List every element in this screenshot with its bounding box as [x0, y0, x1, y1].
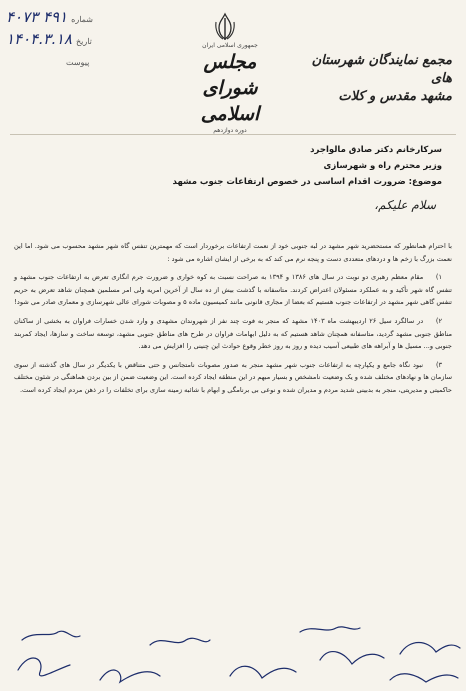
parliament-top: جمهوری اسلامی ایران: [202, 42, 258, 49]
signature-9: [390, 674, 458, 682]
attachment-label: پیوست: [66, 58, 90, 67]
letter-meta: [6, 8, 126, 67]
letter-number: ۴۰۷۳ ۴۹۱: [6, 8, 68, 26]
iran-emblem-icon: [212, 12, 238, 42]
list-item: [14, 271, 452, 309]
number-label: شماره: [71, 15, 93, 24]
parliament-term: دوره دوازدهم: [213, 127, 247, 134]
signature-6: [320, 652, 384, 664]
signature-7: [300, 627, 360, 632]
recipient: سرکارخانم دکتر صادق مالواجرد: [310, 145, 442, 155]
signature-5: [230, 666, 296, 678]
address-block: [42, 142, 442, 190]
signature-8: [400, 643, 460, 655]
item-number: ۲): [435, 316, 443, 325]
date-row: [6, 30, 126, 52]
greeting: سلام علیکم،: [374, 198, 436, 212]
parliament-logo: [175, 42, 285, 134]
date-label: تاریخ: [75, 37, 92, 46]
assembly-line-2: مشهد مقدس و کلات: [338, 89, 452, 104]
signatures-area: [0, 610, 466, 691]
item-number: ۱): [435, 273, 443, 282]
letter-date: ۱۴۰۴.۳.۱۸: [6, 30, 72, 48]
number-row: [6, 8, 126, 30]
subject-line: موضوع: ضرورت اقدام اساسی در خصوص ارتفاعات جنوب مشهد: [172, 177, 442, 187]
list-item: [14, 359, 452, 397]
signature-4: [150, 638, 210, 645]
letter-body: [14, 240, 452, 403]
intro-paragraph: با احترام همانطور که مستحضرید شهر مشهد در لبه جنوبی خود از نعمت ارتفاعات برخوردار است که مهمترین تنفس گاه شهر مشهد محسوب می شود. اما این نعمت بزرگ با زخم ها و دردهای متعددی دست و پنجه نرم می کند که به برخی از ایشان اشاره می شود :: [14, 242, 452, 263]
item-number: ۳): [435, 360, 443, 369]
signature-2: [22, 631, 80, 640]
item-text: مقام معظم رهبری دو نوبت در سال های ۱۳۸۶ و ۱۳۹۴ به صراحت نسبت به کوه خواری و ضرورت جرم انگاری تعرض به ارتفاعات جنوب مشهد و تنفس گاه شهر تأکید و به عملکرد مسئولان اعتراض کردند. متاسفانه با گذشت بیش از ده سال از آخرین امریه ولی امر مسلمین همچنان شاهد تعرض به حریم تنفس گاهی شهر مشهد در ارتفاعات جنوب هستیم که بعضا از مجاری قانونی مانند کمیسیون ماده ۵ و مصوبات شورای عالی شهرسازی و معماری صادر می شود!: [14, 273, 452, 307]
signature-3: [100, 670, 160, 682]
header-divider: [10, 134, 456, 135]
item-text: در سالگرد سیل ۲۶ اردیبهشت ماه ۱۴۰۳ مشهد که منجر به فوت چند نفر از شهروندان مشهدی و وارد شدن خسارات فراوان به بخشی از ساکنان مناطق جنوبی مشهد گردید، متاسفانه همچنان شاهد هستیم که به دلیل ابهامات فراوان در طرح های مناطق جنوبی مشهد، توسعه ساخت و سازها، ایجاد کمربند جنوبی و... مسیل ها و آبراهه های طبیعی آسیب دیده و روز به روز خطر وقوع حوادث این چنینی را افزایش می دهد.: [14, 316, 452, 351]
list-item: [14, 315, 452, 353]
signature-1: [18, 658, 70, 676]
recipient-position: وزیر محترم راه و شهرسازی: [323, 161, 442, 171]
assembly-line-1: مجمع نمایندگان شهرستان های: [311, 53, 452, 86]
item-text: نبود نگاه جامع و یکپارچه به ارتفاعات جنوب شهر مشهد منجر به صدور مصوبات نامتجانس و حتی متناقض با یکدیگر در سال های گذشته از سوی سازمان ها و نهادهای مختلف شده و یک وضعیت نامشخص و بسیار مبهم در این منطقه ایجاد کرده است. این وضعیت ضمن از بین بردن هماهنگی در شئون مختلف حاکمیتی و مدیریتی، منجر به بدبینی شدید مردم و مدیران شده و نوعی بی برنامگی و ابهام با شائبه زمینه سازی برای تخلفات را در ذهن مردم ایجاد کرده است.: [14, 360, 452, 394]
parliament-name: مجلس شورای اسلامی: [200, 51, 260, 125]
assembly-title: [302, 52, 452, 106]
